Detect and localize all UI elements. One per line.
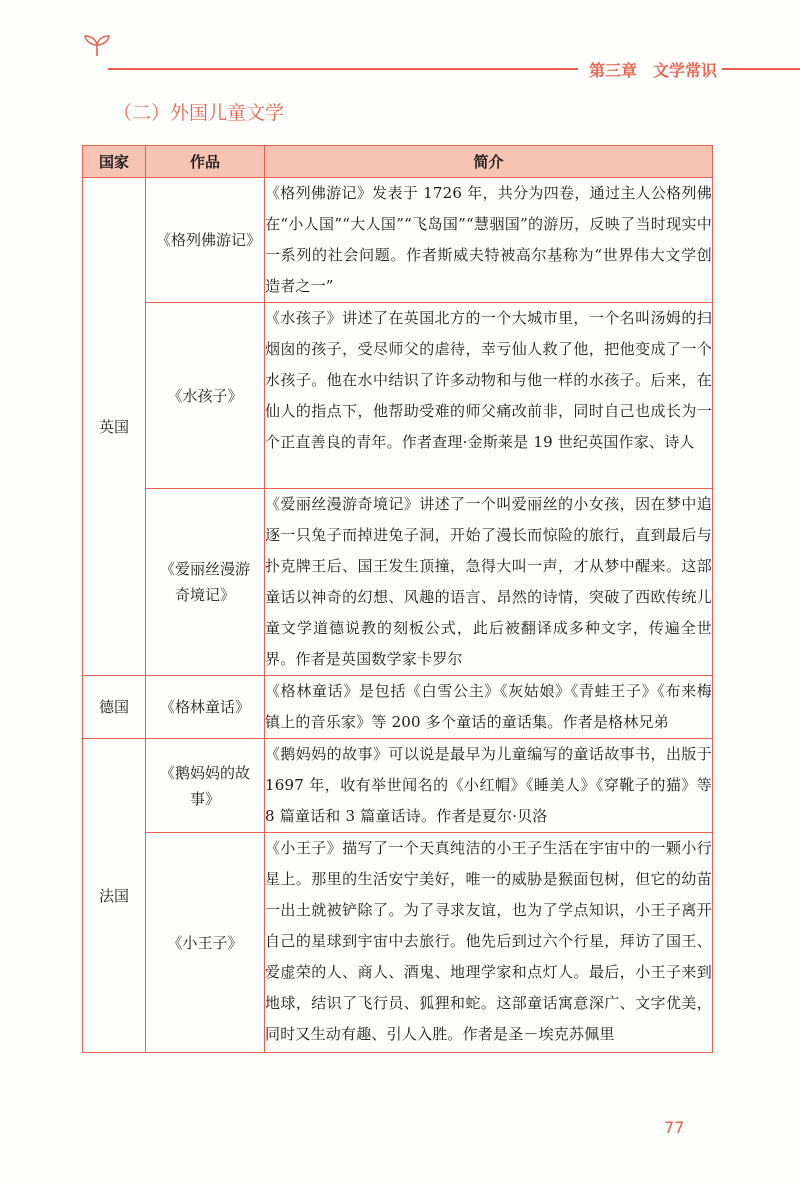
header-rule-right [722,68,800,70]
intro-cell: 《格林童话》是包括《白雪公主》《灰姑娘》《青蛙王子》《布来梅镇上的音乐家》等 200 多个童话的童话集。作者是格林兄弟 [265,676,713,739]
header-country: 国家 [83,146,146,178]
table-row [83,833,713,1053]
table-header-row [83,146,713,178]
table-row [83,676,713,739]
work-title: 《鹅妈妈的故事》 [160,763,251,808]
work-cell [146,489,265,676]
country-cell: 德国 [83,676,146,739]
work-title: 《小王子》 [167,933,243,952]
work-cell [146,739,265,833]
work-title: 《爱丽丝漫游奇境记》 [160,560,251,604]
country-cell: 法国 [83,739,146,1053]
header-intro: 简介 [265,146,713,178]
page-header [0,34,800,80]
work-cell [146,178,265,303]
header-rule-left [108,68,578,70]
table-row [83,178,713,303]
intro-cell: 《水孩子》讲述了在英国北方的一个大城市里，一个名叫汤姆的扫烟囱的孩子，受尽师父的虐待，幸亏仙人救了他，把他变成了一个水孩子。他在水中结识了许多动物和与他一样的水孩子。后来，在仙人的指点下，他帮助受难的师父痛改前非，同时自己也成长为一个正直善良的青年。作者查理·金斯莱是 19 世纪英国作家、诗人 [265,303,713,489]
work-title: 《水孩子》 [167,386,243,405]
literature-table [82,145,713,1053]
work-cell [146,303,265,489]
work-title: 《格林童话》 [159,698,250,716]
table-row [83,489,713,676]
sprout-icon [82,34,112,58]
intro-cell: 《爱丽丝漫游奇境记》讲述了一个叫爱丽丝的小女孩，因在梦中追逐一只兔子而掉进兔子洞，开始了漫长而惊险的旅行，直到最后与扑克牌王后、国王发生顶撞，急得大叫一声，才从梦中醒来。这部童话以神奇的幻想、风趣的语言、昂然的诗情，突破了西欧传统儿童文学道德说教的刻板公式，此后被翻译成多种文字，传遍全世界。作者是英国数学家卡罗尔 [265,489,713,676]
work-cell [146,676,265,739]
page-number: 77 [664,1118,685,1137]
chapter-title: 第三章 文学常识 [588,61,717,80]
intro-cell: 《鹅妈妈的故事》可以说是最早为儿童编写的童话故事书，出版于 1697 年，收有举世闻名的《小红帽》《睡美人》《穿靴子的猫》等 8 篇童话和 3 篇童话诗。作者是夏尔·贝洛 [265,739,713,833]
country-cell: 英国 [83,178,146,676]
header-work: 作品 [146,146,265,178]
intro-cell: 《格列佛游记》发表于 1726 年，共分为四卷，通过主人公格列佛在“小人国”“大人国”“飞岛国”“慧骃国”的游历，反映了当时现实中一系列的社会问题。作者斯威夫特被高尔基称为“世界伟大文学创造者之一” [265,178,713,303]
section-title: （二）外国儿童文学 [113,102,285,124]
work-title: 《格列佛游记》 [156,231,262,249]
intro-cell: 《小王子》描写了一个天真纯洁的小王子生活在宇宙中的一颗小行星上。那里的生活安宁美好，唯一的威胁是猴面包树，但它的幼苗一出土就被铲除了。为了寻求友谊，也为了学点知识，小王子离开自己的星球到宇宙中去旅行。他先后到过六个行星，拜访了国王、爱虚荣的人、商人、酒鬼、地理学家和点灯人。最后，小王子来到地球，结识了飞行员、狐狸和蛇。这部童话寓意深广、文字优美，同时又生动有趣、引人入胜。作者是圣－埃克苏佩里 [265,833,713,1053]
table-row [83,303,713,489]
table-row [83,739,713,833]
work-cell [146,833,265,1053]
